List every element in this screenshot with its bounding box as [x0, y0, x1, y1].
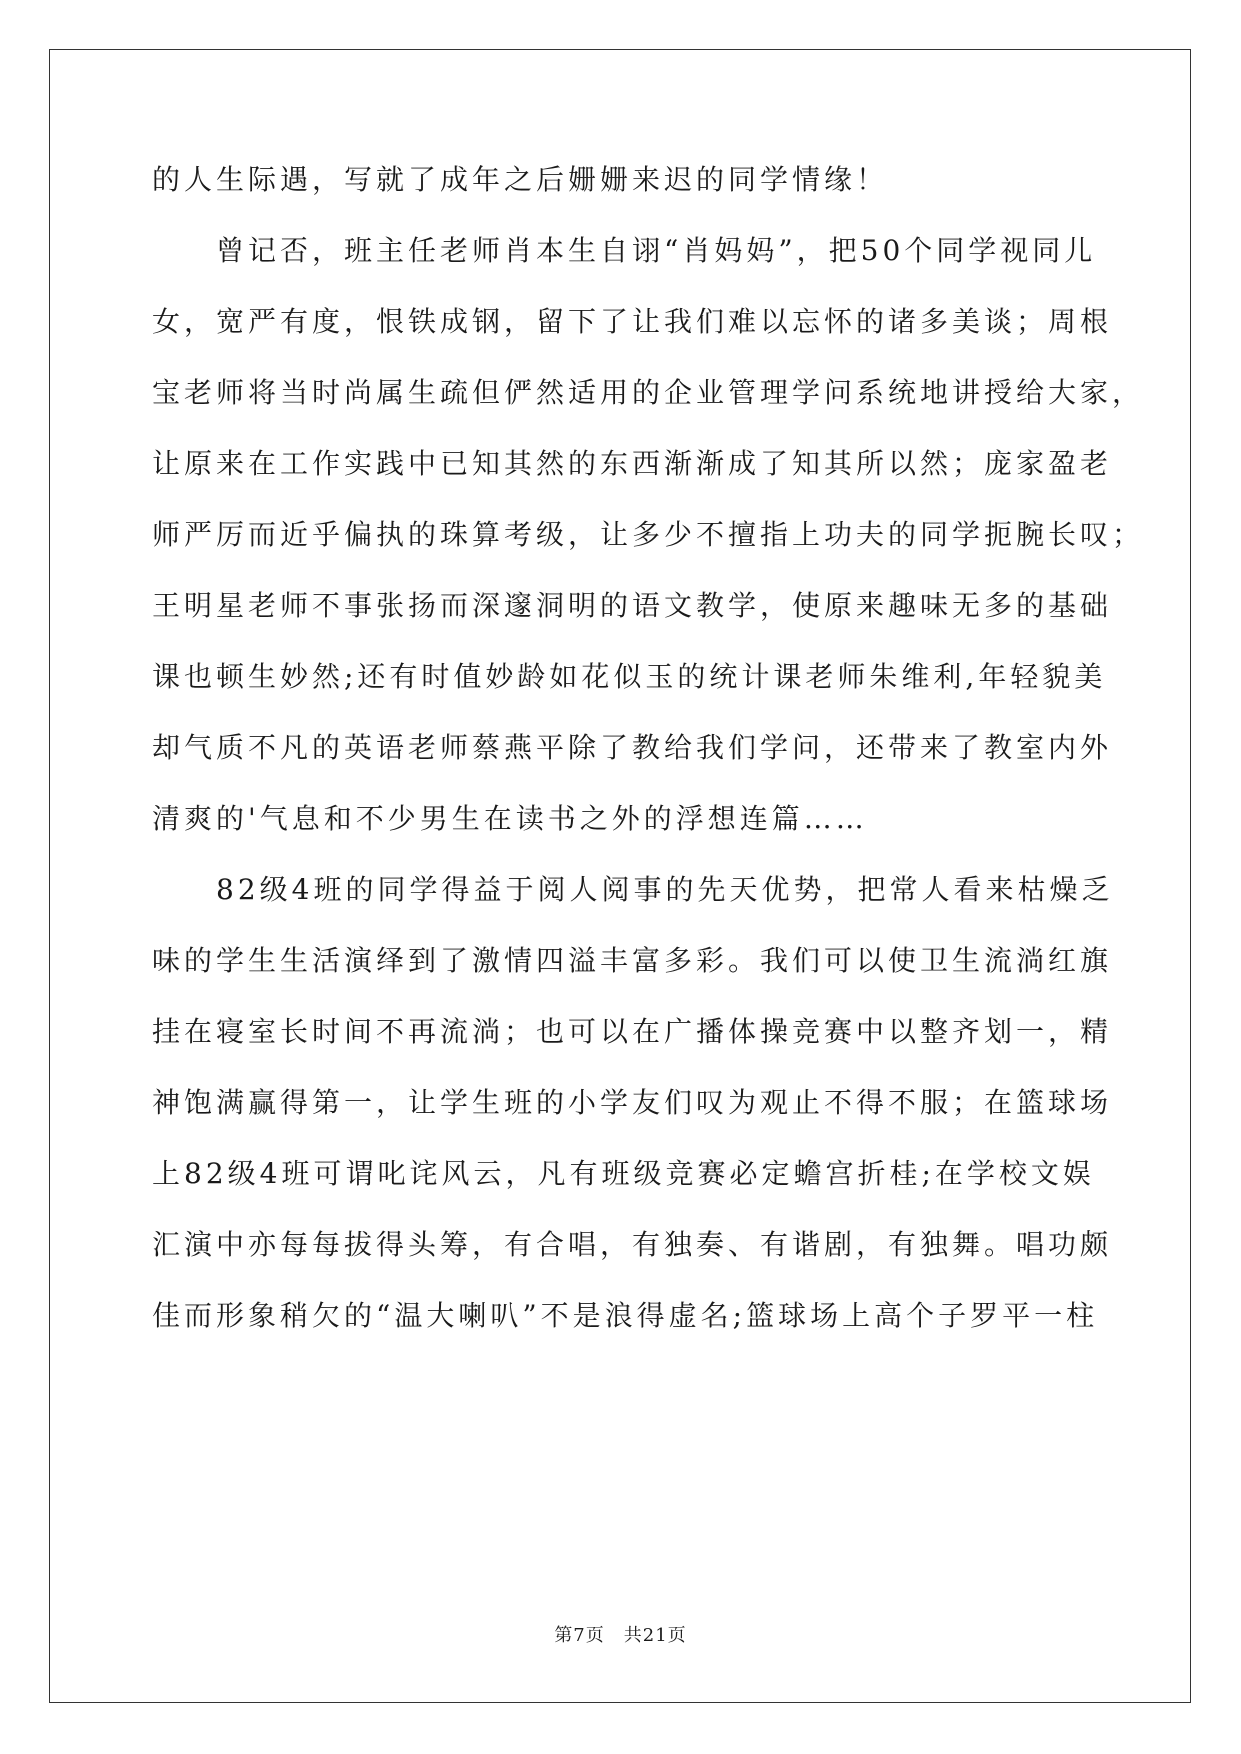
text-line: 的人生际遇，写就了成年之后姗姗来迟的同学情缘！ — [152, 163, 889, 196]
text-line: 佳而形象稍欠的“温大喇叭”不是浪得虚名;篮球场上高个子罗平一柱 — [152, 1299, 1099, 1332]
text-line: 却气质不凡的英语老师蔡燕平除了教给我们学问，还带来了教室内外 — [152, 731, 1113, 764]
text-line: 清爽的'气息和不少男生在读书之外的浮想连篇…… — [152, 802, 868, 835]
text-line: 82级4班的同学得益于阅人阅事的先天优势，把常人看来枯燥乏 — [152, 873, 1114, 906]
text-line: 师严厉而近乎偏执的珠算考级，让多少不擅指上功夫的同学扼腕长叹； — [152, 518, 1145, 551]
text-line: 课也顿生妙然;还有时值妙龄如花似玉的统计课老师朱维利,年轻貌美 — [152, 660, 1107, 693]
page-number-label: 第7页 共21页 — [554, 1625, 687, 1646]
text-line: 上82级4班可谓叱诧风云，凡有班级竞赛必定蟾宫折桂;在学校文娱 — [152, 1157, 1095, 1190]
text-line: 女，宽严有度，恨铁成钢，留下了让我们难以忘怀的诸多美谈；周根 — [152, 305, 1113, 338]
text-line: 宝老师将当时尚属生疏但俨然适用的企业管理学问系统地讲授给大家， — [152, 376, 1145, 409]
text-line: 王明星老师不事张扬而深邃洞明的语文教学，使原来趣味无多的基础 — [152, 589, 1113, 622]
text-line: 曾记否，班主任老师肖本生自诩“肖妈妈”，把50个同学视同儿 — [152, 234, 1097, 267]
text-line: 味的学生生活演绎到了激情四溢丰富多彩。我们可以使卫生流淌红旗 — [152, 944, 1113, 977]
text-line: 让原来在工作实践中已知其然的东西渐渐成了知其所以然；庞家盈老 — [152, 447, 1113, 480]
text-line: 挂在寝室长时间不再流淌；也可以在广播体操竞赛中以整齐划一，精 — [152, 1015, 1113, 1048]
page-number-footer — [0, 1624, 1241, 1648]
text-line: 神饱满赢得第一，让学生班的小学友们叹为观止不得不服；在篮球场 — [152, 1086, 1113, 1119]
text-line: 汇演中亦每每拔得头筹，有合唱，有独奏、有谐剧，有独舞。唱功颇 — [152, 1228, 1113, 1261]
